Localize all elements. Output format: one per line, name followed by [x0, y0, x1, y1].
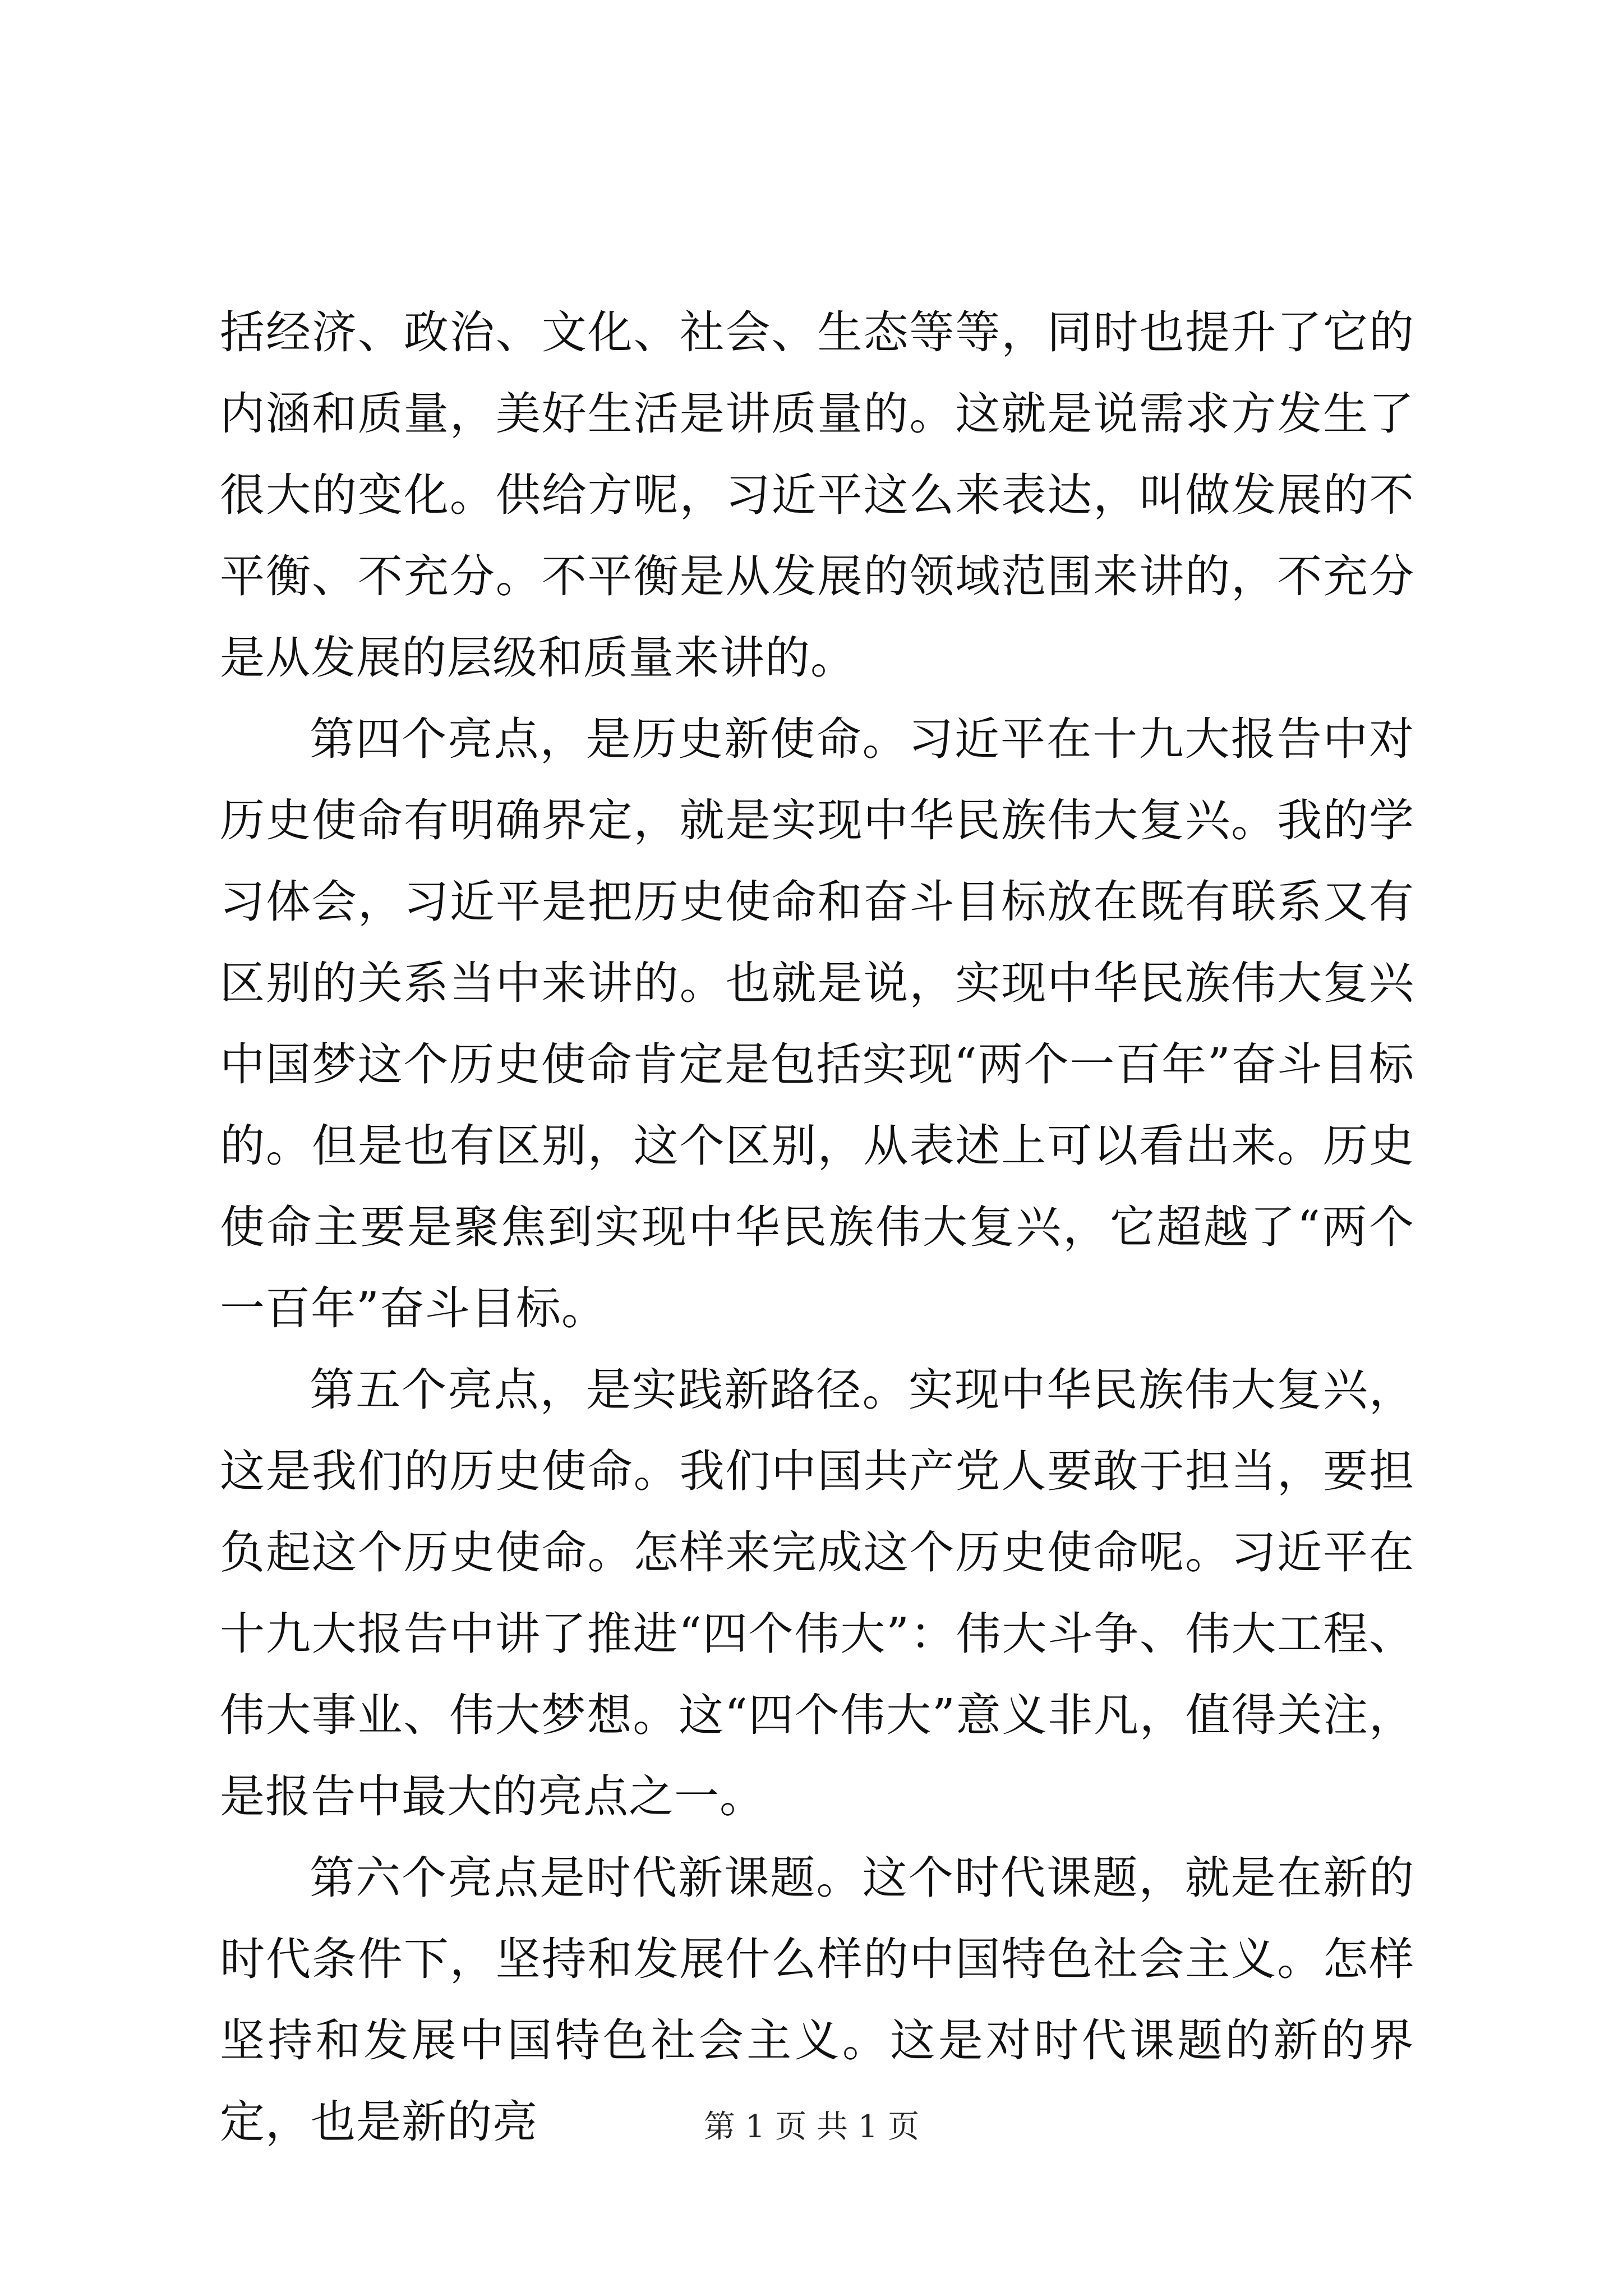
paragraph-sixth-highlight: 第六个亮点是时代新课题。这个时代课题，就是在新的时代条件下，坚持和发展什么样的中国特色社会主义。怎样坚持和发展中国特色社会主义。这是对时代课题的新的界定，也是新的亮 — [220, 1852, 1414, 2148]
paragraph-fifth-highlight: 第五个亮点，是实践新路径。实现中华民族伟大复兴，这是我们的历史使命。我们中国共产党人要敢于担当，要担负起这个历史使命。怎样来完成这个历史使命呢。习近平在十九大报告中讲了推进“四个伟大”：伟大斗争、伟大工程、伟大事业、伟大梦想。这“四个伟大”意义非凡，值得关注，是报告中最大的亮点之一。 — [220, 1364, 1414, 1823]
paragraph-fourth-highlight: 第四个亮点，是历史新使命。习近平在十九大报告中对历史使命有明确界定，就是实现中华民族伟大复兴。我的学习体会，习近平是把历史使命和奋斗目标放在既有联系又有区别的关系当中来讲的。也就是说，实现中华民族伟大复兴中国梦这个历史使命肯定是包括实现“两个一百年”奋斗目标的。但是也有区别，这个区别，从表述上可以看出来。历史使命主要是聚焦到实现中华民族伟大复兴，它超越了“两个一百年”奋斗目标。 — [220, 713, 1414, 1335]
document-body — [220, 292, 1414, 2162]
page-number-footer: 第 1 页 共 1 页 — [703, 2109, 920, 2145]
paragraph-continuation: 括经济、政治、文化、社会、生态等等，同时也提升了它的内涵和质量，美好生活是讲质量的。这就是说需求方发生了很大的变化。供给方呢，习近平这么来表达，叫做发展的不平衡、不充分。不平衡是从发展的领域范围来讲的，不充分是从发展的层级和质量来讲的。 — [220, 306, 1414, 684]
